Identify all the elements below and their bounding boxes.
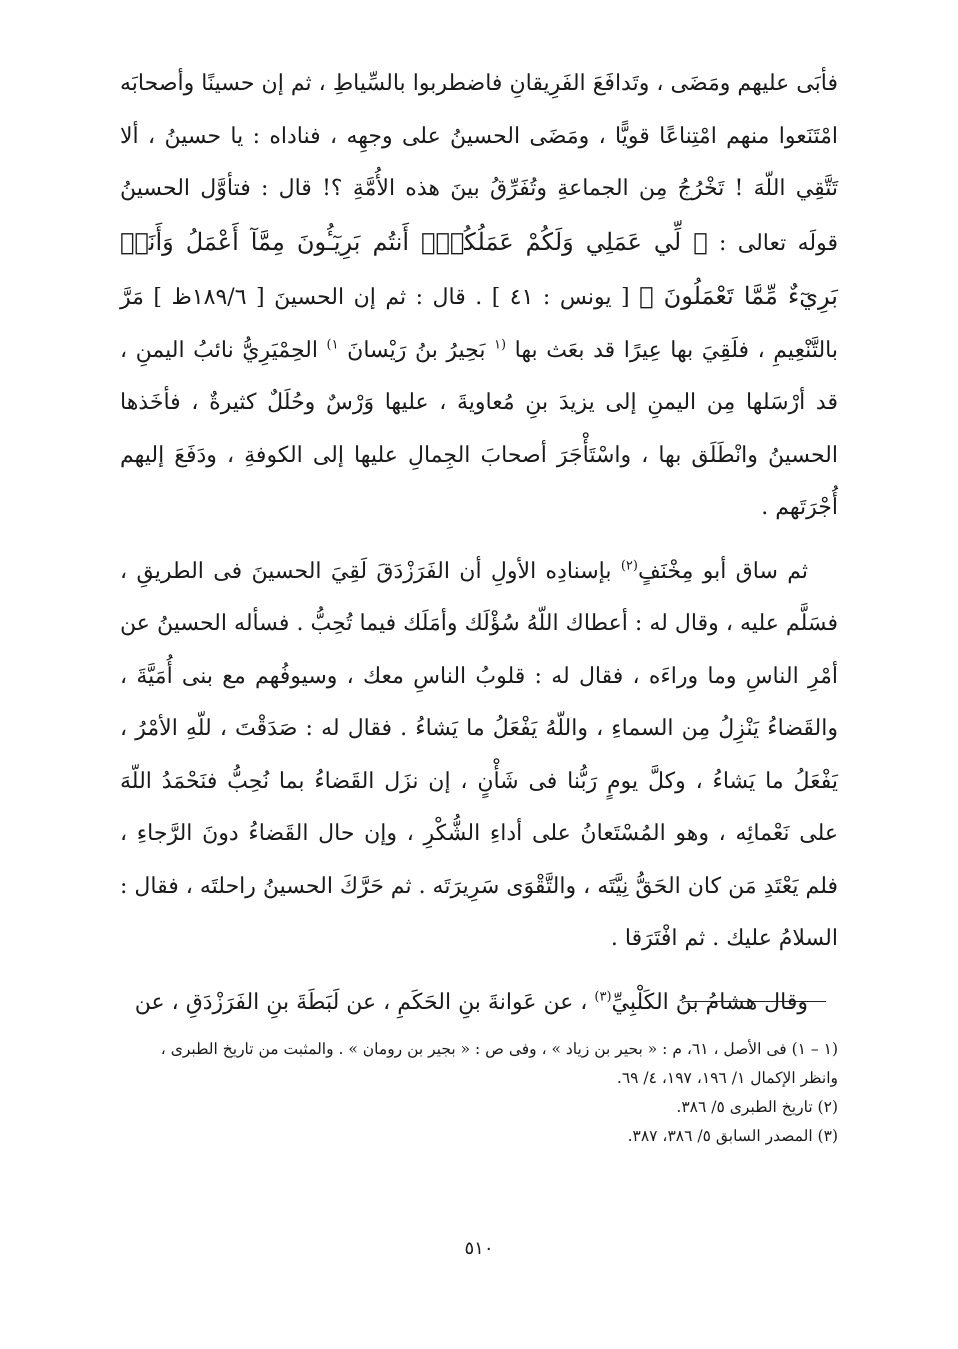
- footnote-2: (٢) تاريخ الطبرى ٥/ ٣٨٦.: [676, 1098, 838, 1116]
- paragraph-3: [120, 977, 838, 1030]
- paragraph-2: [120, 546, 838, 966]
- text-segment: بَحِيرُ بنُ رَيْسانَ: [338, 337, 495, 363]
- text-segment: وقال هشامُ بنُ الكَلْبِيِّ: [611, 989, 808, 1015]
- text-segment: بإسنادِه الأولِ أن الفَرَزْدَقَ لَقِيَ الحسينَ فى الطريقِ ، فسَلَّم عليه ، وقال له : أعطاك اللّهُ سُؤْلَك وأمَلَك فيما تُحِبُّ . فسأله الحسينُ عن أمْرِ الناسِ وما وراءَه ، فقال له : قلوبُ الناسِ معك ، وسيوفُهم مع بنى أُمَيَّةَ ، والقَضاءُ يَنْزِلُ مِن السماءِ ، واللّهُ يَفْعَلُ ما يَشاءُ . فقال له : صَدَقْتَ ، للّهِ الأمْرُ ، يَفْعَلُ ما يَشاءُ ، وكلَّ يومٍ رَبُّنا فى شَأْنٍ ، إن نزَل القَضاءُ بما نُحِبُّ فنَحْمَدُ اللّهَ على نَعْمائِه ، وهو المُسْتَعانُ على أداءِ الشُّكْرِ ، وإن حال القَضاءُ دونَ الرَّجاءِ ، فلم يَعْتَدِ مَن كان الحَقُّ نِيَّتَه ، والتَّقْوَى سَرِيرَتَه . ثم حَرَّكَ الحسينُ راحلتَه ، فقال : السلامُ عليك . ثم افْتَرَقا .: [120, 558, 838, 951]
- quran-verse: ﴿ لِّي عَمَلِي وَلَكُمْ عَمَلُكُمْۖ أَنتُم بَرِيٓـُٔونَ مِمَّآ أَعْمَلُ وَأَنَا۠ بَرِيٓءٌ مِّمَّا تَعْمَلُونَ ﴾: [120, 227, 838, 310]
- footnote-ref-3: (٣): [594, 989, 612, 1005]
- footnotes: [120, 1035, 838, 1151]
- main-text: [120, 58, 838, 1040]
- text-segment: ثم ساق أبو مِخْنَفٍ: [637, 558, 808, 584]
- footnote-1: (١ – ١) فى الأصل ، ٦١، م : « بحير بن زياد » ، وفى ص : « بجير بن رومان » . والمثبت من تاريخ الطبرى ، وانظر الإكمال ١/ ١٩٦، ١٩٧، ٤/ ٦٩.: [160, 1040, 838, 1087]
- text-segment: [ يونس : ٤١ ] . قال : ثم إن الحسينَ [ ١٨٩/٦ظ ] مَرَّ بالتَّنْعِيمِ ، فلَقِيَ بها عِيرًا قد بعَث بها: [120, 285, 838, 363]
- text-segment: الحِمْيَرِيُّ نائبُ اليمنِ ، قد أرْسَلها مِن اليمنِ إلى يزيدَ بنِ مُعاويةَ ، عليها وَرْسٌ وحُلَلٌ كثيرةٌ ، فأخَذها الحسينُ وانْطَلَق بها ، واسْتَأْجَرَ أصحابَ الجِمالِ عليها إلى الكوفةِ ، ودَفَعَ إليهم أُجْرَتَهم .: [120, 337, 838, 520]
- text-segment: ، عن عَوانةَ بنِ الحَكَمِ ، عن لَبَطَةَ بنِ الفَرَزْدَقِ ، عن: [134, 989, 595, 1015]
- page-number: ٥١٠: [464, 1238, 494, 1259]
- footnote-ref-2: (٢): [620, 558, 638, 574]
- footnote-ref-1-start: (١: [494, 337, 507, 353]
- text-segment: فأبَى عليهم ومَضَى ، وتَدافَعَ الفَرِيقانِ فاضطربوا بالسِّياطِ ، ثم إن حسينًا وأصحابَه امْتَنَعوا منهم امْتِناعًا قويًّا ، ومَضَى الحسينُ على وجهِه ، فناداه : يا حسينُ ، ألا تَتَّقِي اللّهَ ! تَخْرُجُ مِن الجماعةِ وتُفَرِّقُ بينَ هذه الأُمَّةِ ؟! قال : فتأوَّل الحسينُ قولَه تعالى :: [120, 71, 838, 256]
- footnote-3: (٣) المصدر السابق ٥/ ٣٨٦، ٣٨٧.: [627, 1127, 838, 1145]
- footnote-ref-1-end: ١): [326, 337, 339, 353]
- footnote-divider: [684, 1001, 826, 1002]
- paragraph-1: [120, 58, 838, 535]
